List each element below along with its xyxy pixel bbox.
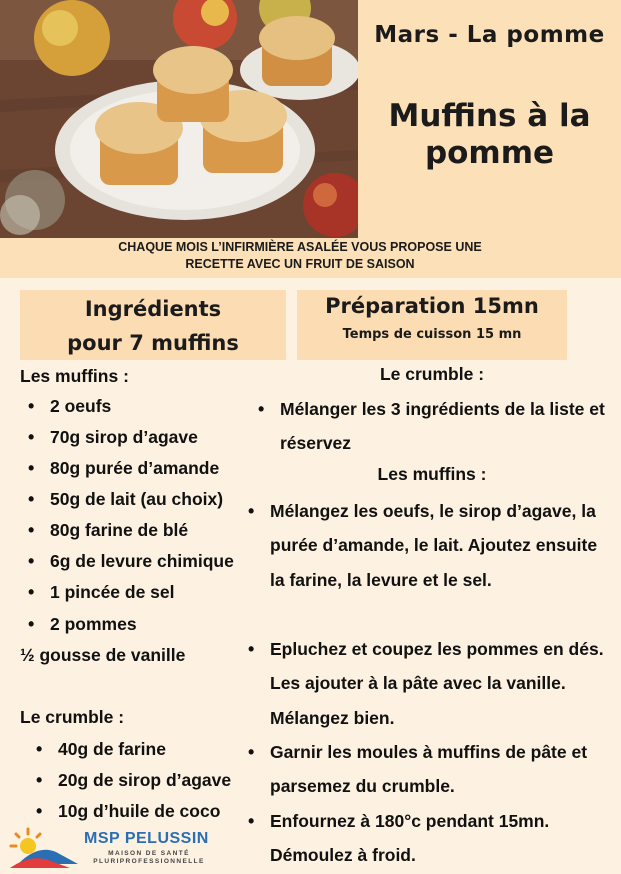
logo-name: MSP PELUSSIN <box>84 830 209 847</box>
logo-subtitle <box>84 850 214 866</box>
bullet-icon: • <box>28 489 35 509</box>
month-title: Mars - La pomme <box>374 22 605 48</box>
list-item: • 6g de levure chimique <box>28 551 234 571</box>
logo-subtitle-line-2: PLURIPROFESSIONNELLE <box>93 858 205 865</box>
list-item: • 80g farine de blé <box>28 520 189 540</box>
bullet-icon: • <box>248 742 255 762</box>
preparation-title: Préparation 15mn <box>325 294 539 318</box>
list-item: • 10g d’huile de coco <box>36 801 221 821</box>
bullet-icon: • <box>28 520 35 540</box>
intro-line-1: CHAQUE MOIS L’INFIRMIÈRE ASALÉE VOUS PROPOSE UNE <box>118 240 482 254</box>
list-item: • 80g purée d’amande <box>28 458 220 478</box>
crumble-steps-heading: Le crumble : <box>379 364 485 384</box>
bullet-icon: • <box>248 639 255 659</box>
list-item: • Enfournez à 180°c pendant 15mn. Démoulez à froid. <box>270 804 615 873</box>
sun-mountain-icon <box>8 824 78 870</box>
bullet-icon: • <box>28 582 35 602</box>
list-item: • Mélangez les oeufs, le sirop d’agave, la purée d’amande, le lait. Ajoutez ensuite la farine, la levure et le sel. <box>270 494 615 597</box>
bullet-icon: • <box>28 614 35 634</box>
list-item: • 70g sirop d’agave <box>28 427 198 447</box>
list-item: • Garnir les moules à muffins de pâte et parsemez du crumble. <box>270 735 615 804</box>
list-item: • Mélanger les 3 ingrédients de la liste et réservez <box>280 392 610 461</box>
intro-line-2: RECETTE AVEC UN FRUIT DE SAISON <box>185 257 415 271</box>
crumble-ingredients-heading: Le crumble : <box>20 707 125 727</box>
recipe-title: Muffins à la pomme <box>388 98 591 171</box>
list-item: • 2 pommes <box>28 614 137 634</box>
bullet-icon: • <box>28 396 35 416</box>
ingredients-title-line-2: pour 7 muffins <box>67 331 239 355</box>
intro-text <box>40 239 560 273</box>
vanilla-ingredient: ½ gousse de vanille <box>20 645 186 665</box>
logo-subtitle-line-1: MAISON DE SANTÉ <box>108 850 190 857</box>
bullet-icon: • <box>28 458 35 478</box>
list-item: • Epluchez et coupez les pommes en dés. Les ajouter à la pâte avec la vanille. Mélangez bien. <box>270 632 615 735</box>
list-item: • 20g de sirop d’agave <box>36 770 232 790</box>
bullet-icon: • <box>36 770 43 790</box>
muffins-steps-heading: Les muffins : <box>377 464 487 484</box>
bullet-icon: • <box>248 501 255 521</box>
list-item: • 40g de farine <box>36 739 166 759</box>
list-item: • 2 oeufs <box>28 396 112 416</box>
bullet-icon: • <box>36 739 43 759</box>
bullet-icon: • <box>28 427 35 447</box>
list-item: • 50g de lait (au choix) <box>28 489 224 509</box>
msp-logo <box>8 824 218 870</box>
bullet-icon: • <box>248 811 255 831</box>
list-item: • 1 pincée de sel <box>28 582 175 602</box>
bullet-icon: • <box>28 551 35 571</box>
bullet-icon: • <box>258 399 265 419</box>
ingredients-title <box>20 292 286 360</box>
cooking-time: Temps de cuisson 15 mn <box>342 327 522 342</box>
ingredients-title-line-1: Ingrédients <box>84 297 222 321</box>
muffins-ingredients-heading: Les muffins : <box>20 366 129 386</box>
muffins-photo <box>0 0 358 240</box>
bullet-icon: • <box>36 801 43 821</box>
